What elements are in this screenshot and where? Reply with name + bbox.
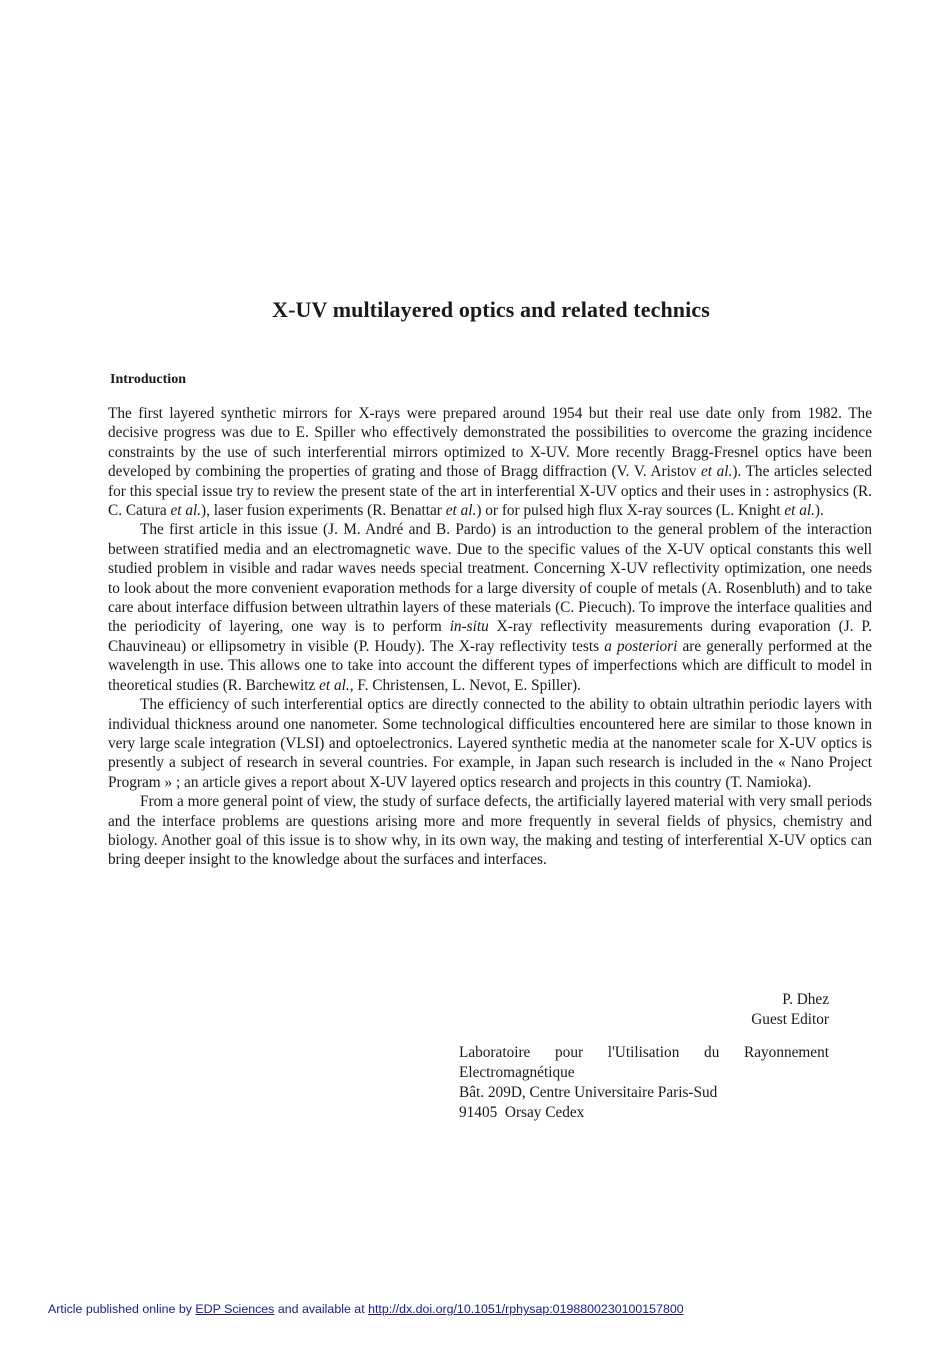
italic-run: et al. xyxy=(784,502,815,520)
signature-block xyxy=(600,990,829,1030)
publication-footer xyxy=(48,1302,908,1316)
affiliation-block xyxy=(459,1043,829,1123)
paragraph xyxy=(108,792,872,870)
affiliation-line: Bât. 209D, Centre Universitaire Paris-Sud xyxy=(459,1084,718,1101)
text-run: are generally performed at the wavelength in use. This allows one to take into account the different types of imperfections which are difficult to model in theoretical studies (R. Barchewitz xyxy=(108,637,872,694)
affiliation-line: Electromagnétique xyxy=(459,1064,575,1081)
affiliation-line: 91405 Orsay Cedex xyxy=(459,1104,585,1121)
text-run: ). The articles selected for this special issue try to review the present state of the art in interferential X-UV optics and their uses in : astrophysics (R. C. Catura xyxy=(108,463,872,520)
italic-run: in-situ xyxy=(449,618,489,636)
italic-run: et al. xyxy=(445,502,477,520)
text-run: The efficiency of such interferential optics are directly connected to the ability to obtain ultrathin periodic layers with individual thickness around one nanometer. Some technological difficulties encountered here are similar to those known in very large scale integration (VLSI) and optoelectronics. Layered synthetic media at the nanometer scale for X-UV optics is presently a subject of research in several countries. For example, in Japan such research is included in the « Nano Project Program » ; an article gives a report about X-UV layered optics research and projects in this country (T. Namioka). xyxy=(108,696,872,791)
section-heading-introduction: Introduction xyxy=(110,372,186,387)
text-run: X-ray reflectivity measurements during evaporation (J. P. Chauvineau) or ellipsometry in visible (P. Houdy). The X-ray reflectivity tests xyxy=(108,618,873,655)
text-run: ), laser fusion experiments (R. Benattar xyxy=(201,502,446,520)
paragraph xyxy=(108,404,872,520)
text-run: The first layered synthetic mirrors for X-rays were prepared around 1954 but their real use date only from 1982. The decisive progress was due to E. Spiller who effectively demonstrated the possibilities to overcome the grazing incidence constraints by the use of such interferential mirrors optimized to X-UV. More recently Bragg-Fresnel optics have been developed by combining the properties of grating and those of Bragg diffraction (V. V. Aristov xyxy=(108,405,872,481)
footer-middle: and available at xyxy=(274,1302,369,1316)
italic-run: et al. xyxy=(319,676,350,694)
paragraph xyxy=(108,520,872,695)
text-run: ) or for pulsed high flux X-ray sources (L. Knight xyxy=(476,502,785,520)
footer-prefix: Article published online by xyxy=(48,1302,196,1316)
italic-run: et al. xyxy=(170,502,202,520)
text-run: ). xyxy=(814,502,824,520)
paper-title: X-UV multilayered optics and related technics xyxy=(272,297,710,322)
affiliation-line: Laboratoire pour l'Utilisation du Rayonnement xyxy=(459,1044,829,1061)
text-run: , F. Christensen, L. Nevot, E. Spiller). xyxy=(349,676,581,694)
italic-run: et al. xyxy=(700,463,733,481)
paragraph xyxy=(108,695,872,792)
editor-role: Guest Editor xyxy=(751,1011,829,1028)
doi-link[interactable]: http://dx.doi.org/10.1051/rphysap:0198800230100157800 xyxy=(368,1302,684,1316)
editor-name: P. Dhez xyxy=(782,991,829,1008)
text-run: The first article in this issue (J. M. André and B. Pardo) is an introduction to the general problem of the interaction between stratified media and an electromagnetic wave. Due to the specific values of the X-UV optical constants this well studied problem in visible and radar waves needs special treatment. Concerning X-UV reflectivity optimization, one needs to look about the more convenient evaporation methods for a large diversity of couple of metals (A. Rosenbluth) and to take care about interface diffusion between ultrathin layers of these materials (C. Piecuch). To improve the interface qualities and the periodicity of layering, one way is to perform xyxy=(108,521,872,636)
text-run: From a more general point of view, the study of surface defects, the artificially layered material with very small periods and the interface problems are questions arising more and more frequently in several fields of physics, chemistry and biology. Another goal of this issue is to show why, in its own way, the making and testing of interferential X-UV optics can bring deeper insight to the knowledge about the surfaces and interfaces. xyxy=(108,793,872,869)
publisher-link[interactable]: EDP Sciences xyxy=(195,1302,275,1316)
introduction-body xyxy=(108,404,872,870)
italic-run: a posteriori xyxy=(604,637,678,655)
